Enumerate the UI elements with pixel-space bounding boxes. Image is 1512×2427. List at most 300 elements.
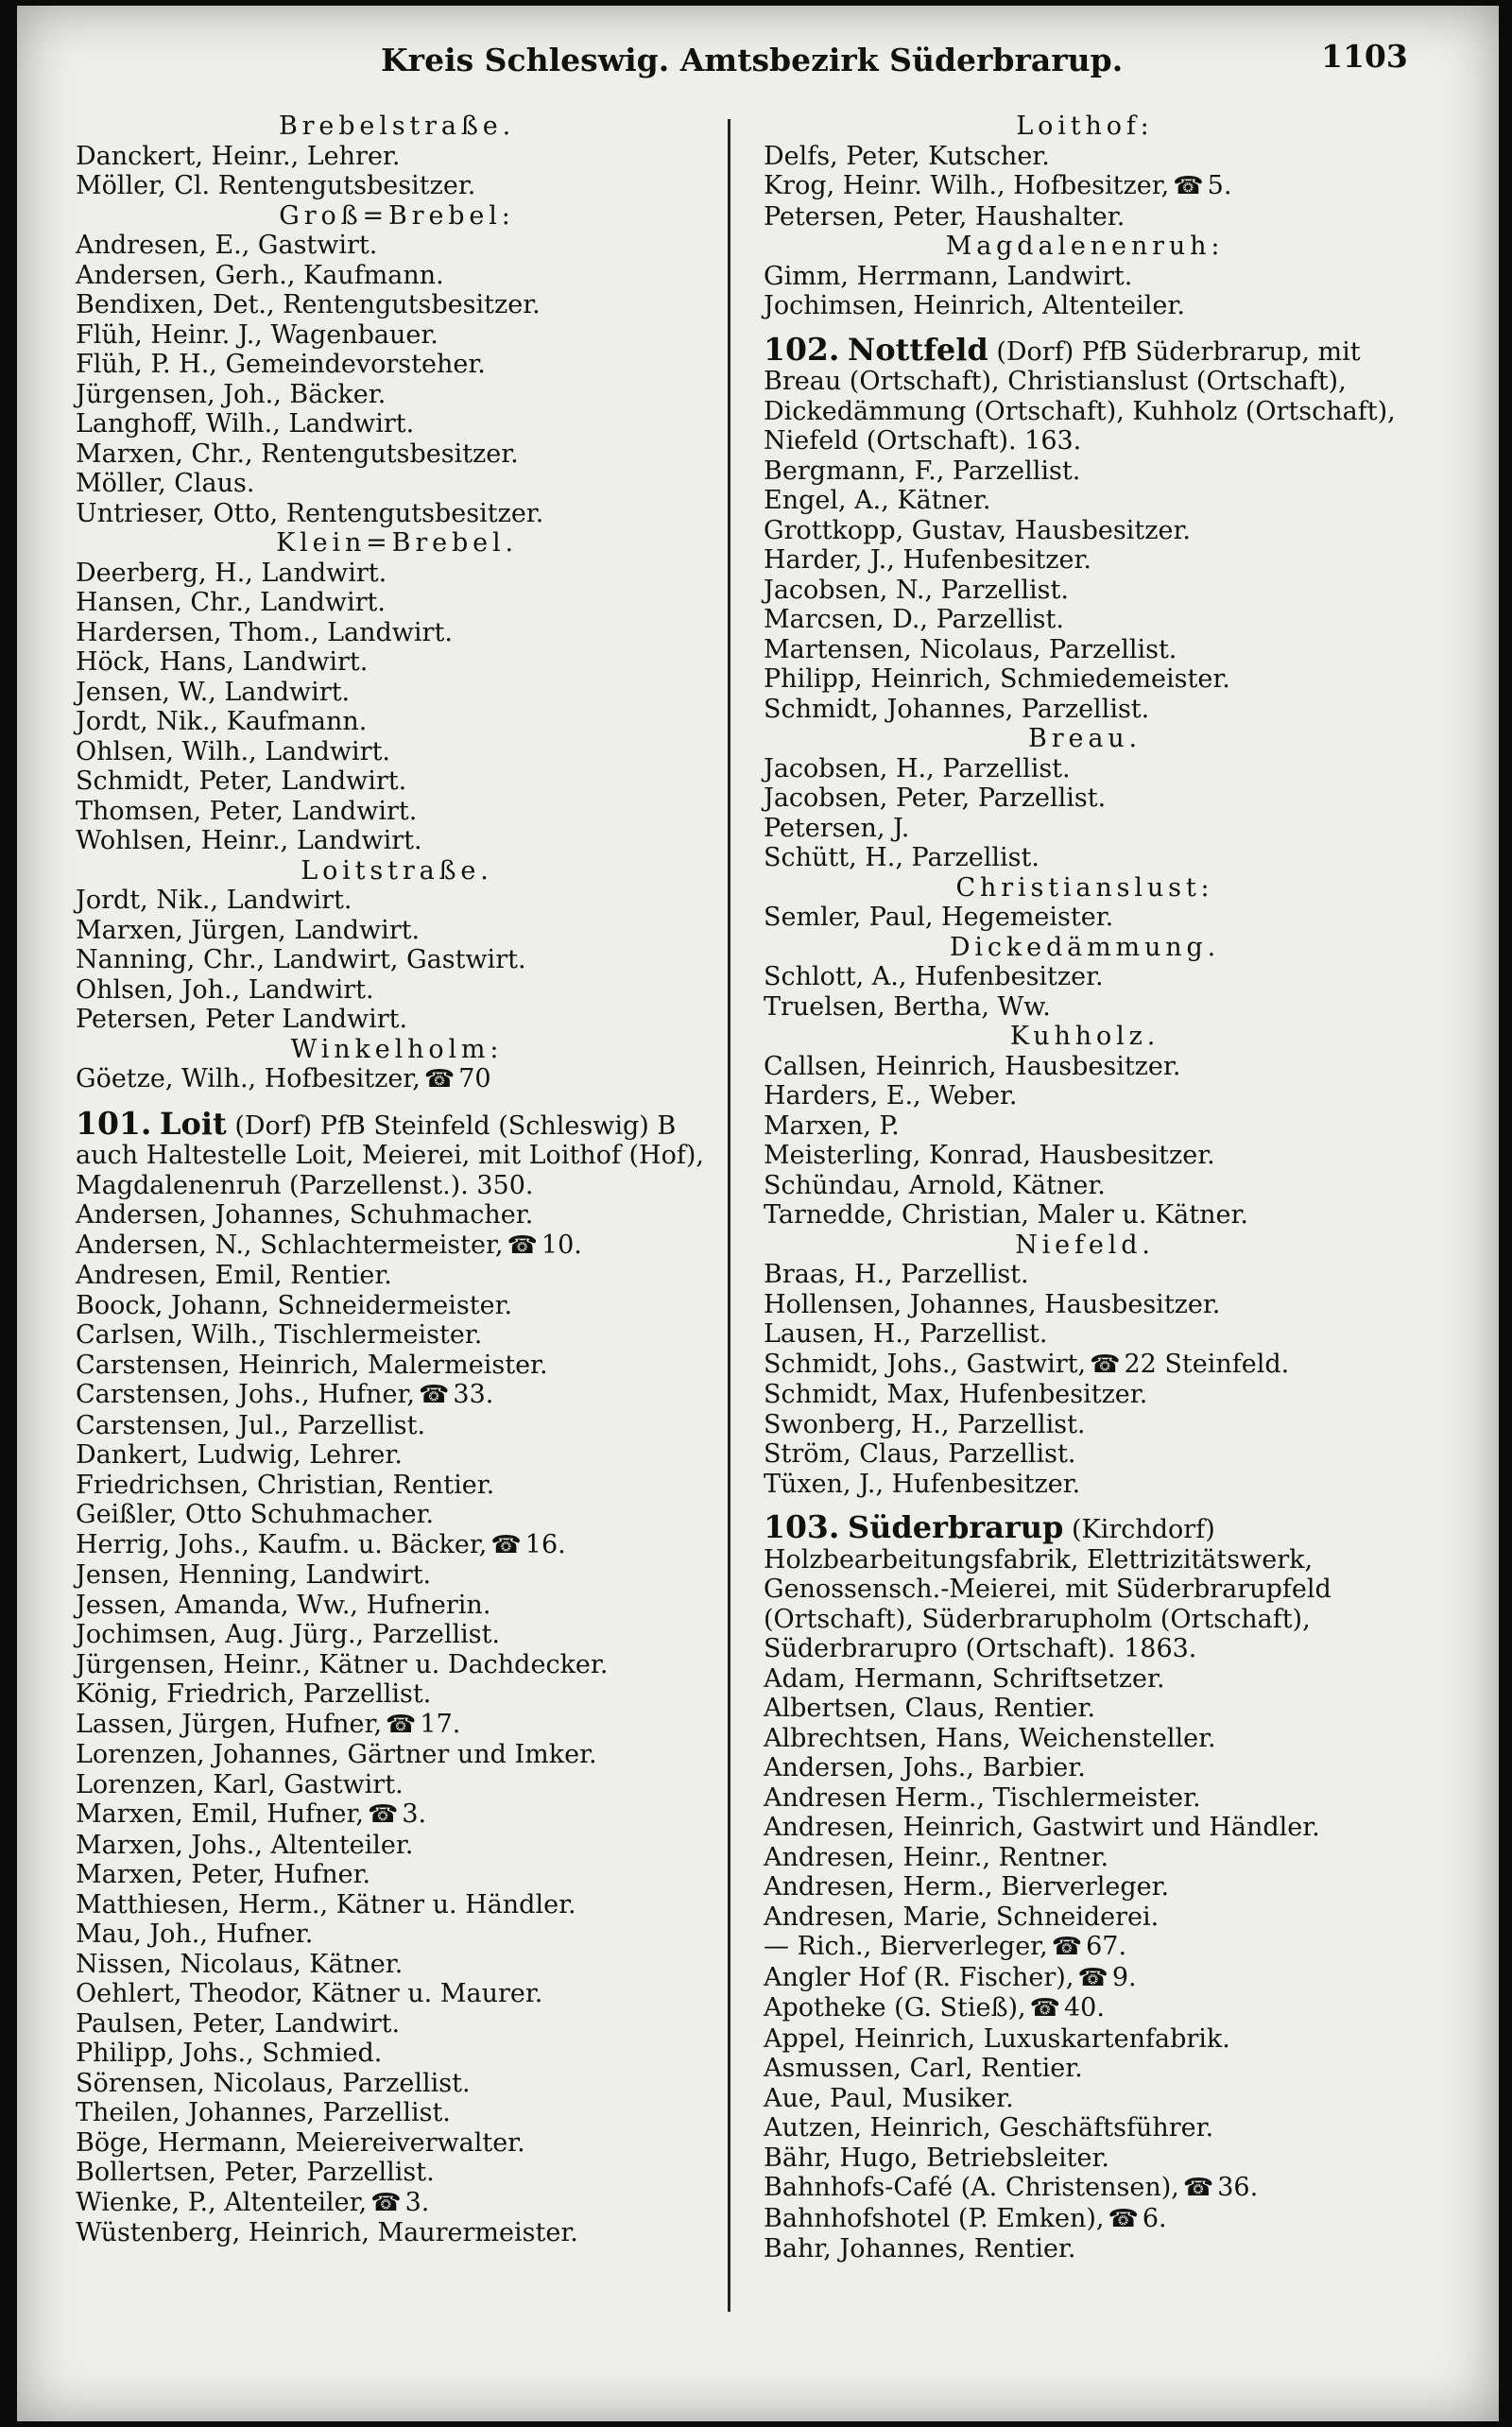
section-heading-christianslust: Christianslust: (955, 872, 1214, 903)
directory-entry (76, 1005, 718, 1035)
section-heading-niefeld: Niefeld. (1015, 1230, 1155, 1260)
section-heading-dickedaemmung: Dickedämmung. (949, 932, 1221, 962)
directory-entry (764, 2084, 1406, 2114)
directory-entry (76, 1979, 718, 2009)
directory-entry (764, 516, 1406, 546)
directory-entry (764, 2204, 1406, 2235)
directory-entry (76, 1530, 718, 1561)
entry-text: Hansen, Chr., Landwirt. (76, 588, 386, 617)
entry-text: Höck, Hans, Landwirt. (76, 647, 369, 677)
entry-text: Jensen, Henning, Landwirt. (76, 1560, 432, 1590)
directory-entry (764, 783, 1406, 814)
entry-text: Matthiesen, Herm., Kätner u. Händler. (76, 1889, 576, 1919)
directory-entry (76, 171, 718, 201)
entry-text: Harders, E., Weber. (764, 1081, 1018, 1110)
directory-entry (76, 290, 718, 320)
entry-text: Sörensen, Nicolaus, Parzellist. (76, 2068, 471, 2098)
entry-text: Möller, Cl. Rentengutsbesitzer. (76, 171, 476, 200)
entry-text: Böge, Hermann, Meiereiverwalter. (76, 2127, 525, 2158)
entry-text: Jordt, Nik., Landwirt. (76, 886, 352, 915)
entry-text: Boock, Johann, Schneidermeister. (76, 1290, 513, 1320)
entry-text: Marxen, P. (764, 1110, 900, 1141)
entry-text: Andersen, Johs., Barbier. (764, 1753, 1086, 1782)
entry-text: Carstensen, Jul., Parzellist. (76, 1410, 426, 1440)
entry-text: Bähr, Hugo, Betriebsleiter. (764, 2143, 1110, 2173)
directory-entry (764, 202, 1406, 232)
directory-entry (76, 1799, 718, 1831)
section-heading-magdalenenruh: Magdalenenruh: (945, 232, 1225, 261)
entry-text: Andersen, N., Schlachtermeister, (76, 1230, 504, 1260)
directory-entry (764, 1993, 1406, 2024)
telephone-icon: ☎ (423, 1065, 455, 1093)
directory-entry (76, 1770, 718, 1800)
directory-entry (76, 409, 718, 439)
entry-text: Jacobsen, Peter, Parzellist. (764, 783, 1107, 813)
directory-entry (764, 843, 1406, 873)
entry-text: Bahnhofs-Café (A. Christensen), (764, 2173, 1179, 2202)
directory-entry (764, 2113, 1406, 2143)
section-heading-loithof: Loithof: (1016, 112, 1154, 141)
entry-text: Untrieser, Otto, Rentengutsbesitzer. (76, 498, 544, 528)
directory-entry (764, 1902, 1406, 1933)
entry-text: Krog, Heinr. Wilh., Hofbesitzer, (764, 171, 1170, 200)
entry-number: 102. (764, 330, 840, 368)
entry-text: Callsen, Heinrich, Hausbesitzer. (764, 1051, 1181, 1081)
phone-number: 9. (1111, 1962, 1137, 1992)
loitstrasse-list (76, 886, 718, 1035)
directory-entry (764, 291, 1406, 321)
directory-entry (76, 945, 718, 975)
entry-text: Andersen, Johannes, Schuhmacher. (76, 1200, 534, 1230)
directory-entry (764, 456, 1406, 487)
telephone-icon: ☎ (1077, 1963, 1108, 1992)
entry-text: Wüstenberg, Heinrich, Maurermeister. (76, 2218, 578, 2247)
breau-list (764, 754, 1406, 873)
entry-text: Ohlsen, Joh., Landwirt. (76, 974, 374, 1005)
brebelstrasse-list (76, 142, 718, 201)
entry-text: Schmidt, Johs., Gastwirt, (764, 1349, 1087, 1379)
section-heading-gross-brebel: Groß=Brebel: (279, 200, 515, 231)
telephone-icon: ☎ (490, 1530, 522, 1559)
entry-text: Braas, H., Parzellist. (764, 1260, 1029, 1289)
directory-entry (76, 559, 718, 589)
directory-entry (76, 1411, 718, 1441)
directory-entry (76, 2009, 718, 2040)
entry-text: Friedrichsen, Christian, Rentier. (76, 1470, 495, 1500)
directory-entry (76, 2188, 718, 2219)
entry-text: Carlsen, Wilh., Tischlermeister. (76, 1320, 483, 1350)
directory-entry (764, 2173, 1406, 2204)
telephone-icon: ☎ (1182, 2174, 1214, 2202)
directory-entry (764, 2024, 1406, 2055)
directory-entry (76, 975, 718, 1006)
phone-number: 67. (1086, 1932, 1127, 1961)
directory-entry (76, 678, 718, 708)
directory-entry (76, 1200, 718, 1231)
directory-entry (76, 2128, 718, 2159)
directory-entry (764, 1200, 1406, 1231)
directory-entry (76, 469, 718, 499)
directory-entry (76, 2158, 718, 2188)
phone-number: 10. (541, 1230, 582, 1260)
entry-text: Asmussen, Carl, Rentier. (764, 2054, 1083, 2083)
directory-entry (764, 576, 1406, 606)
entry-text: Langhoff, Wilh., Landwirt. (76, 409, 415, 439)
directory-entry (764, 754, 1406, 784)
telephone-icon: ☎ (367, 1800, 399, 1829)
directory-entry (764, 2143, 1406, 2174)
christianslust-list (764, 903, 1406, 933)
entry-text: — Rich., Bierverleger, (764, 1932, 1048, 1961)
right-column (764, 112, 1406, 2264)
phone-number: 3. (404, 2187, 430, 2217)
place-name: Loit (159, 1105, 227, 1142)
entry-text: Marxen, Jürgen, Landwirt. (76, 915, 421, 945)
directory-entry (76, 439, 718, 470)
entry-text: Theilen, Johannes, Parzellist. (76, 2098, 451, 2127)
entry-text: Andresen, Heinrich, Gastwirt und Händler. (764, 1813, 1320, 1842)
entry-text: Andresen, Emil, Rentier. (76, 1261, 392, 1290)
directory-entry (76, 350, 718, 380)
entry-text: Bahr, Johannes, Rentier. (764, 2234, 1076, 2263)
entry-text: Flüh, P. H., Gemeindevorsteher. (76, 350, 486, 379)
directory-entry (764, 814, 1406, 844)
entry-text: Jessen, Amanda, Ww., Hufnerin. (76, 1590, 491, 1620)
entry-text: Albertsen, Claus, Rentier. (764, 1694, 1096, 1723)
entry-text: Swonberg, H., Parzellist. (764, 1409, 1086, 1439)
place-description: (Dorf) PfB Steinfeld (Schleswig) B auch Haltestelle Loit, Meierei, mit Loithof (Hof), Magdalenenruh (Parzellenst.). 350. (76, 1110, 704, 1200)
entry-text: Gimm, Herrmann, Landwirt. (764, 261, 1133, 291)
directory-entry (76, 1710, 718, 1741)
entry-text: Delfs, Peter, Kutscher. (764, 141, 1050, 171)
entry-text: Tüxen, J., Hufenbesitzer. (764, 1469, 1081, 1499)
entry-text: Autzen, Heinrich, Geschäftsführer. (764, 2113, 1214, 2143)
directory-entry (764, 1872, 1406, 1902)
directory-entry (76, 231, 718, 261)
directory-entry (764, 545, 1406, 576)
directory-entry (76, 1620, 718, 1650)
entry-text: Ström, Claus, Parzellist. (764, 1439, 1076, 1469)
directory-entry (76, 588, 718, 618)
directory-entry (76, 2098, 718, 2128)
entry-text: Bendixen, Det., Rentengutsbesitzer. (76, 290, 541, 319)
directory-entry (764, 1171, 1406, 1201)
entry-text: Petersen, J. (764, 813, 910, 843)
directory-entry (76, 2218, 718, 2248)
directory-entry (764, 1753, 1406, 1783)
entry-text: Lorenzen, Karl, Gastwirt. (76, 1769, 404, 1799)
entry-text: Philipp, Johs., Schmied. (76, 2039, 383, 2068)
place-entry-102 (764, 330, 1406, 456)
entry-text: Petersen, Peter, Haushalter. (764, 201, 1125, 232)
kuhholz-list (764, 1052, 1406, 1231)
directory-entry (764, 1963, 1406, 1994)
entry-text: Mau, Joh., Hufner. (76, 1919, 314, 1949)
entry-text: Nissen, Nicolaus, Kätner. (76, 1949, 404, 1979)
section-heading-winkelholm: Winkelholm: (290, 1034, 504, 1064)
dickedaemmung-list (764, 962, 1406, 1022)
place-entry-103 (764, 1508, 1406, 1664)
entry-text: Bahnhofshotel (P. Emken), (764, 2203, 1105, 2233)
entry-text: Jacobsen, H., Parzellist. (764, 753, 1071, 783)
entry-text: Lassen, Jürgen, Hufner, (76, 1709, 383, 1739)
entry-text: Carstensen, Johs., Hufner, (76, 1380, 416, 1409)
entry-text: Martensen, Nicolaus, Parzellist. (764, 634, 1177, 664)
suederbrarup-list (764, 1664, 1406, 2264)
phone-number: 6. (1142, 2203, 1167, 2233)
place-name: Nottfeld (847, 331, 988, 368)
directory-entry (764, 171, 1406, 202)
directory-entry (764, 1141, 1406, 1171)
directory-entry (764, 1439, 1406, 1470)
directory-entry (76, 1950, 718, 1980)
place-entry-101 (76, 1104, 718, 1201)
entry-text: Wohlsen, Heinr., Landwirt. (76, 826, 422, 855)
phone-number: 16. (524, 1529, 566, 1559)
directory-entry (76, 797, 718, 827)
page-header (17, 38, 1499, 98)
entry-text: König, Friedrich, Parzellist. (76, 1679, 432, 1709)
entry-text: Hardersen, Thom., Landwirt. (76, 617, 453, 647)
entry-text: Andresen Herm., Tischlermeister. (764, 1782, 1201, 1813)
directory-entry (764, 1081, 1406, 1111)
section-heading-breau: Breau. (1028, 724, 1142, 753)
directory-entry (76, 380, 718, 410)
entry-text: Danckert, Heinr., Lehrer. (76, 141, 401, 171)
directory-entry (764, 1932, 1406, 1963)
directory-entry (76, 2039, 718, 2069)
entry-text: Jensen, W., Landwirt. (76, 677, 351, 707)
entry-text: Marxen, Emil, Hufner, (76, 1799, 364, 1829)
winkelholm-list (76, 1064, 718, 1095)
directory-entry (76, 142, 718, 172)
directory-entry (76, 1231, 718, 1262)
klein-brebel-list (76, 559, 718, 856)
entry-text: Jürgensen, Heinr., Kätner u. Dachdecker. (76, 1649, 609, 1679)
telephone-icon: ☎ (1051, 1933, 1083, 1961)
directory-entry (764, 142, 1406, 172)
phone-number: 22 Steinfeld. (1124, 1349, 1290, 1379)
section-heading-klein-brebel: Klein=Brebel. (276, 528, 518, 558)
place-name: Süderbrarup (847, 1509, 1064, 1545)
page-title: Kreis Schleswig. Amtsbezirk Süderbrarup. (381, 42, 1124, 78)
entry-text: Apotheke (G. Stieß), (764, 1993, 1026, 2022)
place-description: (Kirchdorf) Holzbearbeitungsfabrik, Elettrizitätswerk, Genossensch.-Meierei, mit Süderbrarupfeld (Ortschaft), Süderbrarupholm (Ortschaft), Süderbrarupro (Ortschaft). 1863. (764, 1515, 1332, 1663)
left-column (76, 112, 718, 2248)
directory-entry (76, 1440, 718, 1471)
directory-entry (76, 1560, 718, 1591)
entry-text: Geißler, Otto Schuhmacher. (76, 1500, 435, 1529)
directory-entry (76, 707, 718, 737)
entry-text: Thomsen, Peter, Landwirt. (76, 796, 418, 826)
telephone-icon: ☎ (419, 1381, 450, 1409)
directory-entry (764, 664, 1406, 695)
place-description: (Dorf) PfB Süderbrarup, mit Breau (Ortschaft), Christianslust (Ortschaft), Dickedämmung (Ortschaft), Kuhholz (Ortschaft), Niefeld (Ortschaft). 163. (764, 336, 1396, 456)
directory-entry (764, 1783, 1406, 1814)
telephone-icon: ☎ (1173, 172, 1204, 200)
directory-entry (764, 1843, 1406, 1873)
entry-text: Marxen, Peter, Hufner. (76, 1860, 371, 1889)
entry-text: Appel, Heinrich, Luxuskartenfabrik. (764, 2023, 1230, 2054)
entry-text: Jacobsen, N., Parzellist. (764, 575, 1069, 605)
entry-text: Tarnedde, Christian, Maler u. Kätner. (764, 1200, 1248, 1230)
entry-text: Schündau, Arnold, Kätner. (764, 1170, 1106, 1200)
phone-number: 5. (1207, 171, 1232, 200)
directory-entry (764, 1319, 1406, 1350)
directory-entry (76, 1320, 718, 1351)
directory-entry (76, 1831, 718, 1861)
entry-text: Deerberg, H., Landwirt. (76, 558, 387, 588)
entry-text: Harder, J., Hufenbesitzer. (764, 545, 1092, 575)
entry-text: Oehlert, Theodor, Kätner u. Maurer. (76, 1979, 543, 2008)
directory-entry (76, 1919, 718, 1950)
section-heading-brebelstrasse: Brebelstraße. (278, 112, 516, 141)
directory-entry (764, 2054, 1406, 2084)
telephone-icon: ☎ (386, 1710, 417, 1739)
directory-page (17, 6, 1499, 2421)
entry-text: Ohlsen, Wilh., Landwirt. (76, 736, 391, 766)
directory-entry (764, 1260, 1406, 1290)
directory-entry (764, 486, 1406, 516)
entry-text: Petersen, Peter Landwirt. (76, 1005, 408, 1034)
entry-text: Möller, Claus. (76, 469, 255, 498)
directory-entry (76, 1650, 718, 1680)
entry-text: Andresen, Marie, Schneiderei. (764, 1902, 1160, 1932)
directory-entry (76, 1064, 718, 1095)
entry-text: Meisterling, Konrad, Hausbesitzer. (764, 1141, 1215, 1170)
entry-text: Engel, A., Kätner. (764, 486, 991, 515)
entry-text: Lausen, H., Parzellist. (764, 1319, 1048, 1349)
entry-text: Schmidt, Johannes, Parzellist. (764, 694, 1150, 724)
directory-entry (76, 1740, 718, 1770)
entry-text: Jochimsen, Heinrich, Altenteiler. (764, 291, 1185, 320)
directory-entry (764, 1410, 1406, 1440)
phone-number: 33. (453, 1380, 494, 1409)
entry-text: Lorenzen, Johannes, Gärtner und Imker. (76, 1740, 597, 1769)
directory-entry (76, 1500, 718, 1530)
directory-entry (76, 647, 718, 678)
entry-text: Marcsen, D., Parzellist. (764, 605, 1064, 634)
entry-text: Jochimsen, Aug. Jürg., Parzellist. (76, 1620, 501, 1649)
directory-entry (764, 1350, 1406, 1381)
entry-text: Dankert, Ludwig, Lehrer. (76, 1440, 403, 1470)
directory-entry (764, 1111, 1406, 1142)
loit-list (76, 1200, 718, 2248)
entry-text: Schmidt, Peter, Landwirt. (76, 766, 407, 796)
directory-entry (764, 1470, 1406, 1500)
directory-entry (764, 1380, 1406, 1410)
loithof-list (764, 142, 1406, 232)
directory-entry (76, 1471, 718, 1501)
entry-text: Flüh, Heinr. J., Wagenbauer. (76, 319, 438, 350)
entry-text: Bollertsen, Peter, Parzellist. (76, 2158, 435, 2187)
entry-text: Andresen, Herm., Bierverleger. (764, 1872, 1170, 1902)
entry-text: Bergmann, F., Parzellist. (764, 456, 1081, 486)
directory-entry (764, 1052, 1406, 1082)
entry-text: Wienke, P., Altenteiler, (76, 2187, 368, 2217)
directory-entry (764, 262, 1406, 292)
gross-brebel-list (76, 231, 718, 528)
directory-entry (764, 695, 1406, 725)
phone-number: 36. (1217, 2173, 1259, 2202)
entry-text: Philipp, Heinrich, Schmiedemeister. (764, 664, 1230, 694)
section-heading-kuhholz: Kuhholz. (1009, 1022, 1160, 1051)
entry-text: Truelsen, Bertha, Ww. (764, 991, 1051, 1022)
directory-entry (76, 737, 718, 767)
entry-text: Adam, Hermann, Schriftsetzer. (764, 1663, 1165, 1694)
phone-number: 3. (402, 1799, 427, 1829)
entry-text: Hollensen, Johannes, Hausbesitzer. (764, 1289, 1221, 1319)
entry-text: Angler Hof (R. Fischer), (764, 1962, 1074, 1992)
directory-entry (76, 1261, 718, 1291)
telephone-icon: ☎ (1108, 2204, 1139, 2233)
telephone-icon: ☎ (507, 1231, 538, 1260)
directory-entry (764, 1290, 1406, 1320)
nottfeld-list (764, 456, 1406, 725)
directory-entry (76, 261, 718, 291)
phone-number: 17. (420, 1709, 461, 1739)
directory-entry (76, 320, 718, 351)
directory-entry (764, 962, 1406, 992)
phone-number: 40. (1063, 1993, 1105, 2022)
entry-text: Paulsen, Peter, Landwirt. (76, 2008, 401, 2039)
entry-text: Jordt, Nik., Kaufmann. (76, 707, 368, 736)
niefeld-list (764, 1260, 1406, 1499)
directory-entry (76, 766, 718, 797)
directory-entry (764, 1724, 1406, 1754)
entry-text: Nanning, Chr., Landwirt, Gastwirt. (76, 945, 526, 974)
phone-number: 70 (458, 1064, 491, 1093)
entry-text: Andresen, E., Gastwirt. (76, 231, 378, 260)
directory-entry (76, 1860, 718, 1890)
directory-entry (764, 635, 1406, 665)
entry-text: Aue, Paul, Musiker. (764, 2083, 1014, 2113)
entry-text: Marxen, Chr., Rentengutsbesitzer. (76, 439, 519, 469)
entry-text: Herrig, Johs., Kaufm. u. Bäcker, (76, 1529, 488, 1559)
directory-entry (764, 1813, 1406, 1843)
section-heading-loitstrasse: Loitstraße. (301, 855, 493, 886)
directory-entry (76, 1679, 718, 1710)
directory-entry (76, 1591, 718, 1621)
entry-text: Schlott, A., Hufenbesitzer. (764, 962, 1104, 991)
directory-entry (764, 1664, 1406, 1695)
directory-entry (76, 1351, 718, 1381)
magdalenenruh-list (764, 262, 1406, 321)
entry-number: 101. (76, 1104, 152, 1142)
directory-entry (76, 499, 718, 529)
telephone-icon: ☎ (370, 2188, 402, 2217)
telephone-icon: ☎ (1029, 1994, 1060, 2022)
telephone-icon: ☎ (1090, 1350, 1121, 1379)
entry-text: Schmidt, Max, Hufenbesitzer. (764, 1380, 1148, 1409)
directory-entry (76, 1890, 718, 1920)
directory-entry (76, 618, 718, 648)
directory-entry (76, 1380, 718, 1411)
directory-entry (76, 826, 718, 856)
entry-number: 103. (764, 1508, 840, 1545)
entry-text: Grottkopp, Gustav, Hausbesitzer. (764, 515, 1191, 545)
directory-entry (764, 1694, 1406, 1724)
directory-entry (76, 886, 718, 916)
entry-text: Göetze, Wilh., Hofbesitzer, (76, 1064, 421, 1093)
entry-text: Albrechtsen, Hans, Weichensteller. (764, 1723, 1216, 1753)
page-number: 1103 (1321, 38, 1408, 75)
entry-text: Jürgensen, Joh., Bäcker. (76, 379, 387, 409)
entry-text: Andresen, Heinr., Rentner. (764, 1842, 1109, 1872)
directory-entry (76, 2069, 718, 2099)
directory-entry (764, 903, 1406, 933)
entry-text: Carstensen, Heinrich, Malermeister. (76, 1350, 548, 1380)
